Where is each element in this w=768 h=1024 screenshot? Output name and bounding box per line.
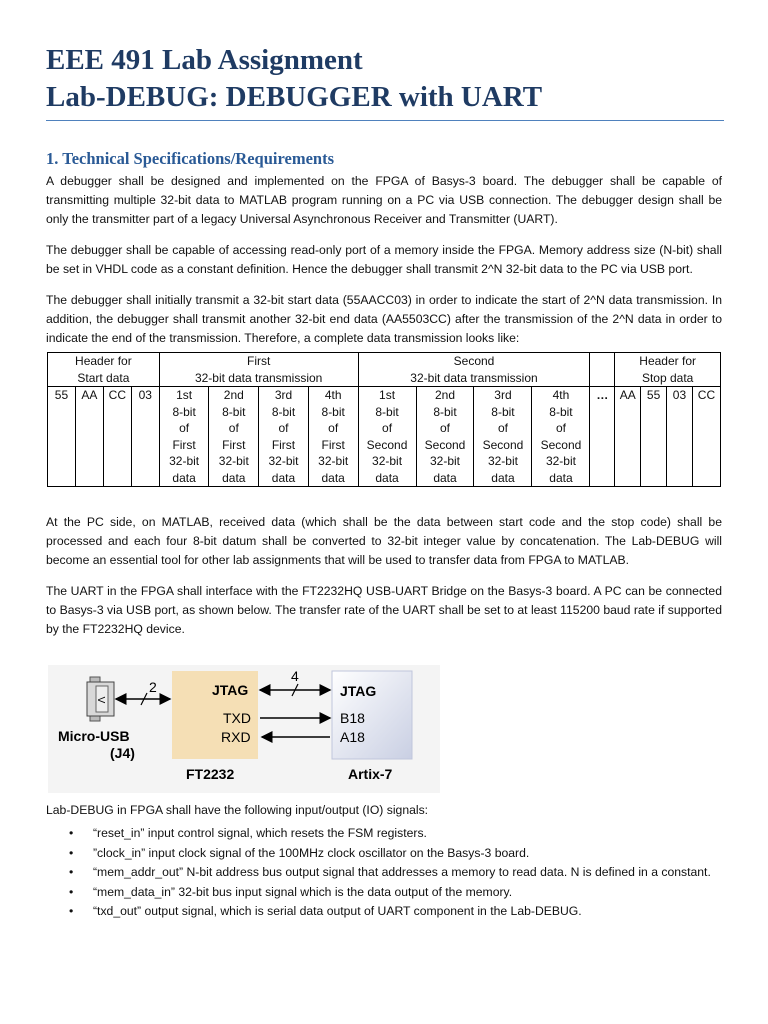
artix7-a18-label: A18 [340, 729, 365, 745]
io-signal-list [46, 824, 722, 922]
ft2232-name: FT2232 [186, 766, 235, 782]
paragraph-memory: The debugger shall be capable of accessing read-only port of a memory inside the FPGA. Memory address size (N-bit) shall be set in VHDL code as a constant definition. Hence the debugger shall transmit 2^N 32-bit data to the PC via USB port. [46, 243, 722, 276]
title-line-1: EEE 491 Lab Assignment [46, 44, 363, 76]
usb-label: Micro-USB [58, 728, 130, 744]
section-heading: 1. Technical Specifications/Requirements [46, 149, 334, 168]
second-data-cell: 4th 8-bit of Second 32-bit data [532, 387, 590, 487]
io-intro: Lab-DEBUG in FPGA shall have the following input/output (IO) signals: [46, 803, 429, 817]
bullet-icon: • [69, 865, 74, 879]
first-data-cell: 4th 8-bit of First 32-bit data [308, 387, 358, 487]
paragraph-intro: A debugger shall be designed and implemented on the FPGA of Basys-3 board. The debugger shall be capable of transmitting multiple 32-bit data to MATLAB program running on a PC via USB connection. The debugger design shall be only the transmitter part of a legacy Universal Asynchronous Receiver and Transmitter (UART). [46, 174, 722, 226]
io-item-text: ”clock_in” input clock signal of the 100MHz clock oscillator on the Basys-3 board. [93, 845, 530, 860]
ft2232-jtag-label: JTAG [212, 682, 249, 698]
header-start-cell: Header for Start data [48, 353, 160, 387]
artix7-jtag-label: JTAG [340, 683, 377, 699]
bullet-icon: • [69, 826, 74, 840]
artix7-name: Artix-7 [348, 766, 393, 782]
io-item-text: “mem_addr_out” N-bit address bus output signal that addresses a memory to read data. N is defined in a constant. [93, 865, 711, 879]
title-divider [46, 120, 724, 121]
table-header-row [48, 353, 721, 387]
list-item [46, 902, 722, 922]
ellipsis-cell: … [590, 387, 615, 487]
ft2232-txd-label: TXD [223, 710, 251, 726]
table-data-row [48, 387, 721, 487]
stop-byte-cell: AA [615, 387, 641, 487]
start-byte-cell: CC [103, 387, 131, 487]
start-byte-cell: AA [75, 387, 103, 487]
bullet-icon: • [69, 904, 74, 918]
stop-byte-cell: 03 [667, 387, 693, 487]
document-page [46, 42, 722, 922]
first-data-cell: 1st 8-bit of First 32-bit data [159, 387, 209, 487]
bullet-icon: • [69, 845, 74, 860]
list-item [46, 844, 722, 864]
second-data-cell: 2nd 8-bit of Second 32-bit data [416, 387, 474, 487]
first-data-cell: 2nd 8-bit of First 32-bit data [209, 387, 259, 487]
io-item-text: “reset_in” input control signal, which resets the FSM registers. [93, 826, 427, 840]
io-item-text: “txd_out” output signal, which is serial data output of UART component in the Lab-DEBUG. [93, 904, 582, 918]
usb-sub-label: (J4) [110, 745, 135, 761]
page-title [46, 42, 722, 116]
jtag-bus-width: 4 [291, 668, 299, 684]
usb-uart-diagram [48, 665, 440, 793]
paragraph-matlab: At the PC side, on MATLAB, received data (which shall be the data between start code and the stop code) shall be processed and each four 8-bit datum shall be converted to 32-bit integer value by concatenation. The Lab-DEBUG will become an essential tool for other lab assignments that will be used to transfer data from FPGA to MATLAB. [46, 515, 722, 567]
start-byte-cell: 55 [48, 387, 76, 487]
list-item [46, 883, 722, 903]
second-data-cell: 1st 8-bit of Second 32-bit data [358, 387, 416, 487]
list-item [46, 824, 722, 844]
ft2232-rxd-label: RXD [221, 729, 251, 745]
title-line-2: Lab-DEBUG: DEBUGGER with UART [46, 81, 543, 113]
ellipsis-header-cell [590, 353, 615, 387]
list-item [46, 863, 722, 883]
usb-bus-width: 2 [149, 679, 157, 695]
paragraph-uart: The UART in the FPGA shall interface with the FT2232HQ USB-UART Bridge on the Basys-3 board. A PC can be connected to Basys-3 via USB port, as shown below. The transfer rate of the UART shall be set to at least 115200 baud rate if supported by the FT2232HQ device. [46, 584, 722, 636]
second-data-cell: 3rd 8-bit of Second 32-bit data [474, 387, 532, 487]
stop-byte-cell: CC [692, 387, 720, 487]
usb-v-label: V [95, 696, 106, 704]
io-item-text: “mem_data_in” 32-bit bus input signal which is the data output of the memory. [93, 884, 513, 899]
second-transmission-header: Second 32-bit data transmission [358, 353, 590, 387]
transmission-frame-table [47, 352, 721, 487]
first-transmission-header: First 32-bit data transmission [159, 353, 358, 387]
first-data-cell: 3rd 8-bit of First 32-bit data [259, 387, 309, 487]
header-stop-cell: Header for Stop data [615, 353, 721, 387]
paragraph-transmission: The debugger shall initially transmit a 32-bit start data (55AACC03) in order to indicate the start of 2^N data transmission. In addition, the debugger shall transmit another 32-bit end data (AA5503CC) after the transmission of the 2^N data in order to indicate the end of the transmission. Therefore, a complete data transmission looks like: [46, 293, 722, 345]
bullet-icon: • [69, 884, 74, 899]
stop-byte-cell: 55 [641, 387, 667, 487]
usb-uart-diagram-svg [48, 665, 440, 793]
start-byte-cell: 03 [131, 387, 159, 487]
artix7-b18-label: B18 [340, 710, 365, 726]
